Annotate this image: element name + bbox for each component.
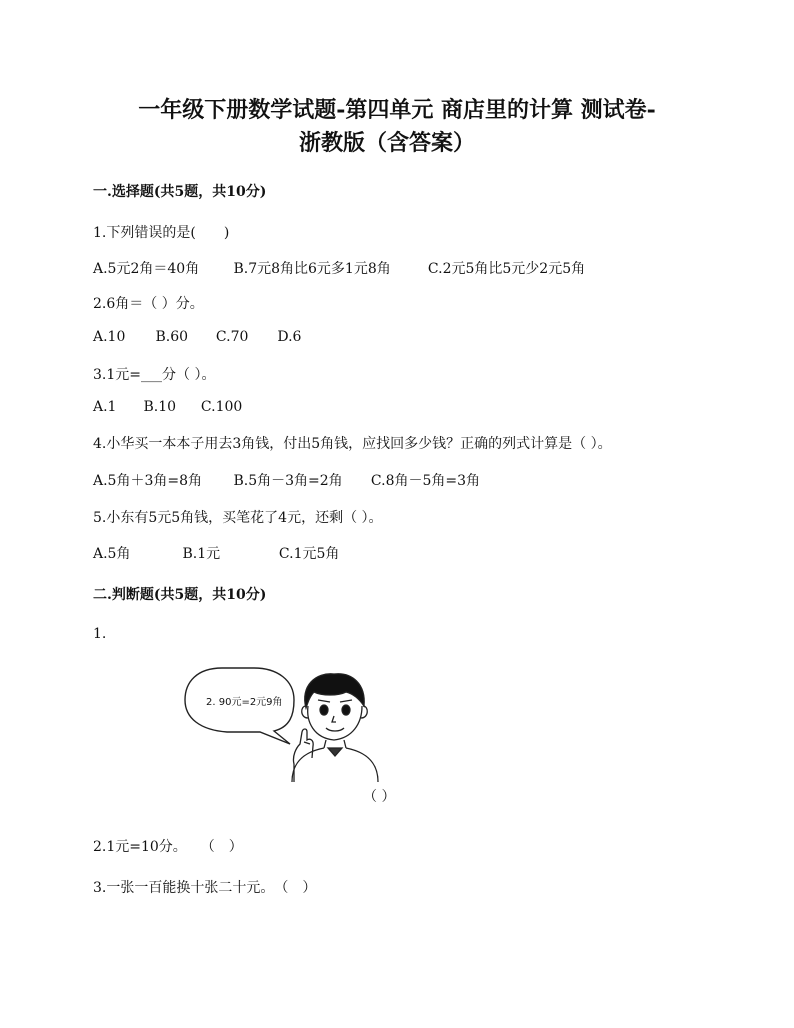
option-b: B.60 <box>155 329 189 345</box>
option-c: C.1元5角 <box>278 546 340 562</box>
option-c: C.100 <box>200 399 243 415</box>
boy-speech-bubble-illustration <box>182 660 382 785</box>
section-heading-choice: 一.选择题(共5题，共10分) <box>93 184 267 200</box>
question-3-options <box>93 399 242 415</box>
question-4: 4.小华买一本本子用去3角钱，付出5角钱，应找回多少钱？正确的列式计算是（ ）。 <box>93 436 612 452</box>
option-c: C.8角－5角=3角 <box>370 473 481 489</box>
option-d: D.6 <box>277 329 302 345</box>
option-b: B.5角－3角=2角 <box>233 473 343 489</box>
question-3: 3.1元=___分（ ）。 <box>93 367 216 383</box>
question-5: 5.小东有5元5角钱，买笔花了4元，还剩（ ）。 <box>93 510 383 526</box>
judgment-question-1-answer-paren: （ ） <box>363 789 396 805</box>
section-heading-judgment: 二.判断题(共5题，共10分) <box>93 587 267 603</box>
speech-bubble-text: 2. 90元=2元9角 <box>206 697 283 708</box>
question-5-options <box>93 543 339 563</box>
question-2: 2.6角＝（ ）分。 <box>93 296 204 312</box>
question-4-options <box>93 470 480 490</box>
judgment-question-1-number: 1. <box>93 626 107 642</box>
option-a: A.10 <box>93 329 126 345</box>
page-title-line-1: 一年级下册数学试题-第四单元 商店里的计算 测试卷- <box>138 97 656 123</box>
option-c: C.70 <box>215 329 249 345</box>
judgment-question-2: 2.1元=10分。 （ ） <box>93 839 243 855</box>
option-a: A.5角＋3角=8角 <box>93 473 203 489</box>
option-b: B.7元8角比6元多1元8角 <box>233 261 391 277</box>
option-a: A.1 <box>93 399 117 415</box>
question-2-options <box>93 329 301 345</box>
judgment-question-3: 3.一张一百能换十张二十元。 （ ） <box>93 880 317 896</box>
option-a: A.5元2角＝40角 <box>93 261 200 277</box>
option-c: C.2元5角比5元少2元5角 <box>427 261 586 277</box>
boy-figure <box>292 674 378 782</box>
option-b: B.10 <box>143 399 177 415</box>
question-1-options <box>93 258 585 278</box>
option-b: B.1元 <box>182 546 221 562</box>
page-title-line-2: 浙教版（含答案） <box>298 130 475 156</box>
option-a: A.5角 <box>93 546 131 562</box>
question-1: 1.下列错误的是( ) <box>93 225 230 241</box>
